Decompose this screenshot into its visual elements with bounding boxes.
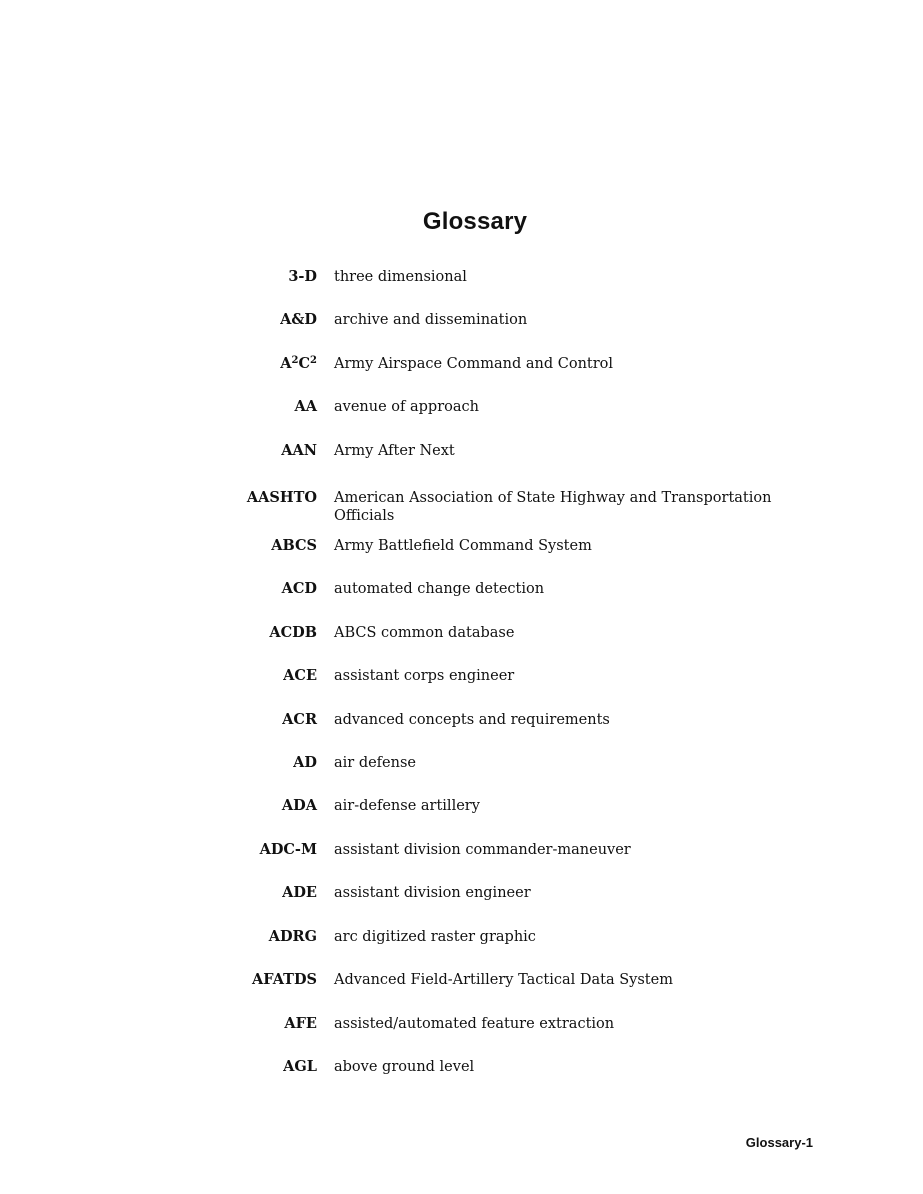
page-title: Glossary xyxy=(422,208,528,235)
glossary-definition: archive and dissemination xyxy=(334,312,528,328)
glossary-definition: advanced concepts and requirements xyxy=(334,712,610,728)
glossary-definition: assistant division engineer xyxy=(334,885,531,901)
glossary-term: AAN xyxy=(281,442,317,459)
term-part: C xyxy=(298,355,311,372)
glossary-definition: ABCS common database xyxy=(334,625,515,641)
glossary-term: AGL xyxy=(283,1058,317,1075)
glossary-term: ACE xyxy=(283,667,317,684)
glossary-definition: above ground level xyxy=(334,1059,475,1075)
glossary-definition: air-defense artillery xyxy=(334,798,480,814)
glossary-term: 3-D xyxy=(288,268,317,285)
glossary-term: ACR xyxy=(282,711,317,728)
glossary-term: AD xyxy=(293,754,317,771)
glossary-term: ACDB xyxy=(269,624,317,641)
glossary-definition: arc digitized raster graphic xyxy=(334,929,536,945)
page-number: Glossary-1 xyxy=(745,1135,813,1150)
glossary-term: ADC-M xyxy=(259,841,317,858)
glossary-term xyxy=(280,355,317,373)
term-part: A xyxy=(280,355,292,372)
glossary-term: AFE xyxy=(284,1015,317,1032)
glossary-definition: Army Airspace Command and Control xyxy=(334,356,614,372)
term-superscript: 2 xyxy=(291,355,299,366)
glossary-definition: Army After Next xyxy=(334,443,455,459)
glossary-term: AFATDS xyxy=(252,971,317,988)
glossary-definition: Advanced Field-Artillery Tactical Data System xyxy=(334,972,673,988)
glossary-definition: assisted/automated feature extraction xyxy=(334,1016,615,1032)
glossary-term: ADA xyxy=(281,797,317,814)
glossary-term: ADRG xyxy=(268,928,317,945)
glossary-definition: three dimensional xyxy=(334,269,467,285)
glossary-definition: Army Battlefield Command System xyxy=(334,538,592,554)
glossary-definition: assistant corps engineer xyxy=(334,668,515,684)
glossary-definition: American Association of State Highway and Transportation Officials xyxy=(334,490,772,524)
term-superscript: 2 xyxy=(310,355,317,366)
glossary-definition: avenue of approach xyxy=(334,399,479,415)
glossary-term: AA xyxy=(294,398,317,415)
glossary-definition: air defense xyxy=(334,755,416,771)
glossary-definition: automated change detection xyxy=(334,581,545,597)
glossary-term: A&D xyxy=(280,311,317,328)
glossary-term: ABCS xyxy=(271,537,317,554)
glossary-term: ACD xyxy=(281,580,317,597)
glossary-definition: assistant division commander-maneuver xyxy=(334,842,631,858)
glossary-term: ADE xyxy=(282,884,317,901)
glossary-term: AASHTO xyxy=(246,489,317,506)
